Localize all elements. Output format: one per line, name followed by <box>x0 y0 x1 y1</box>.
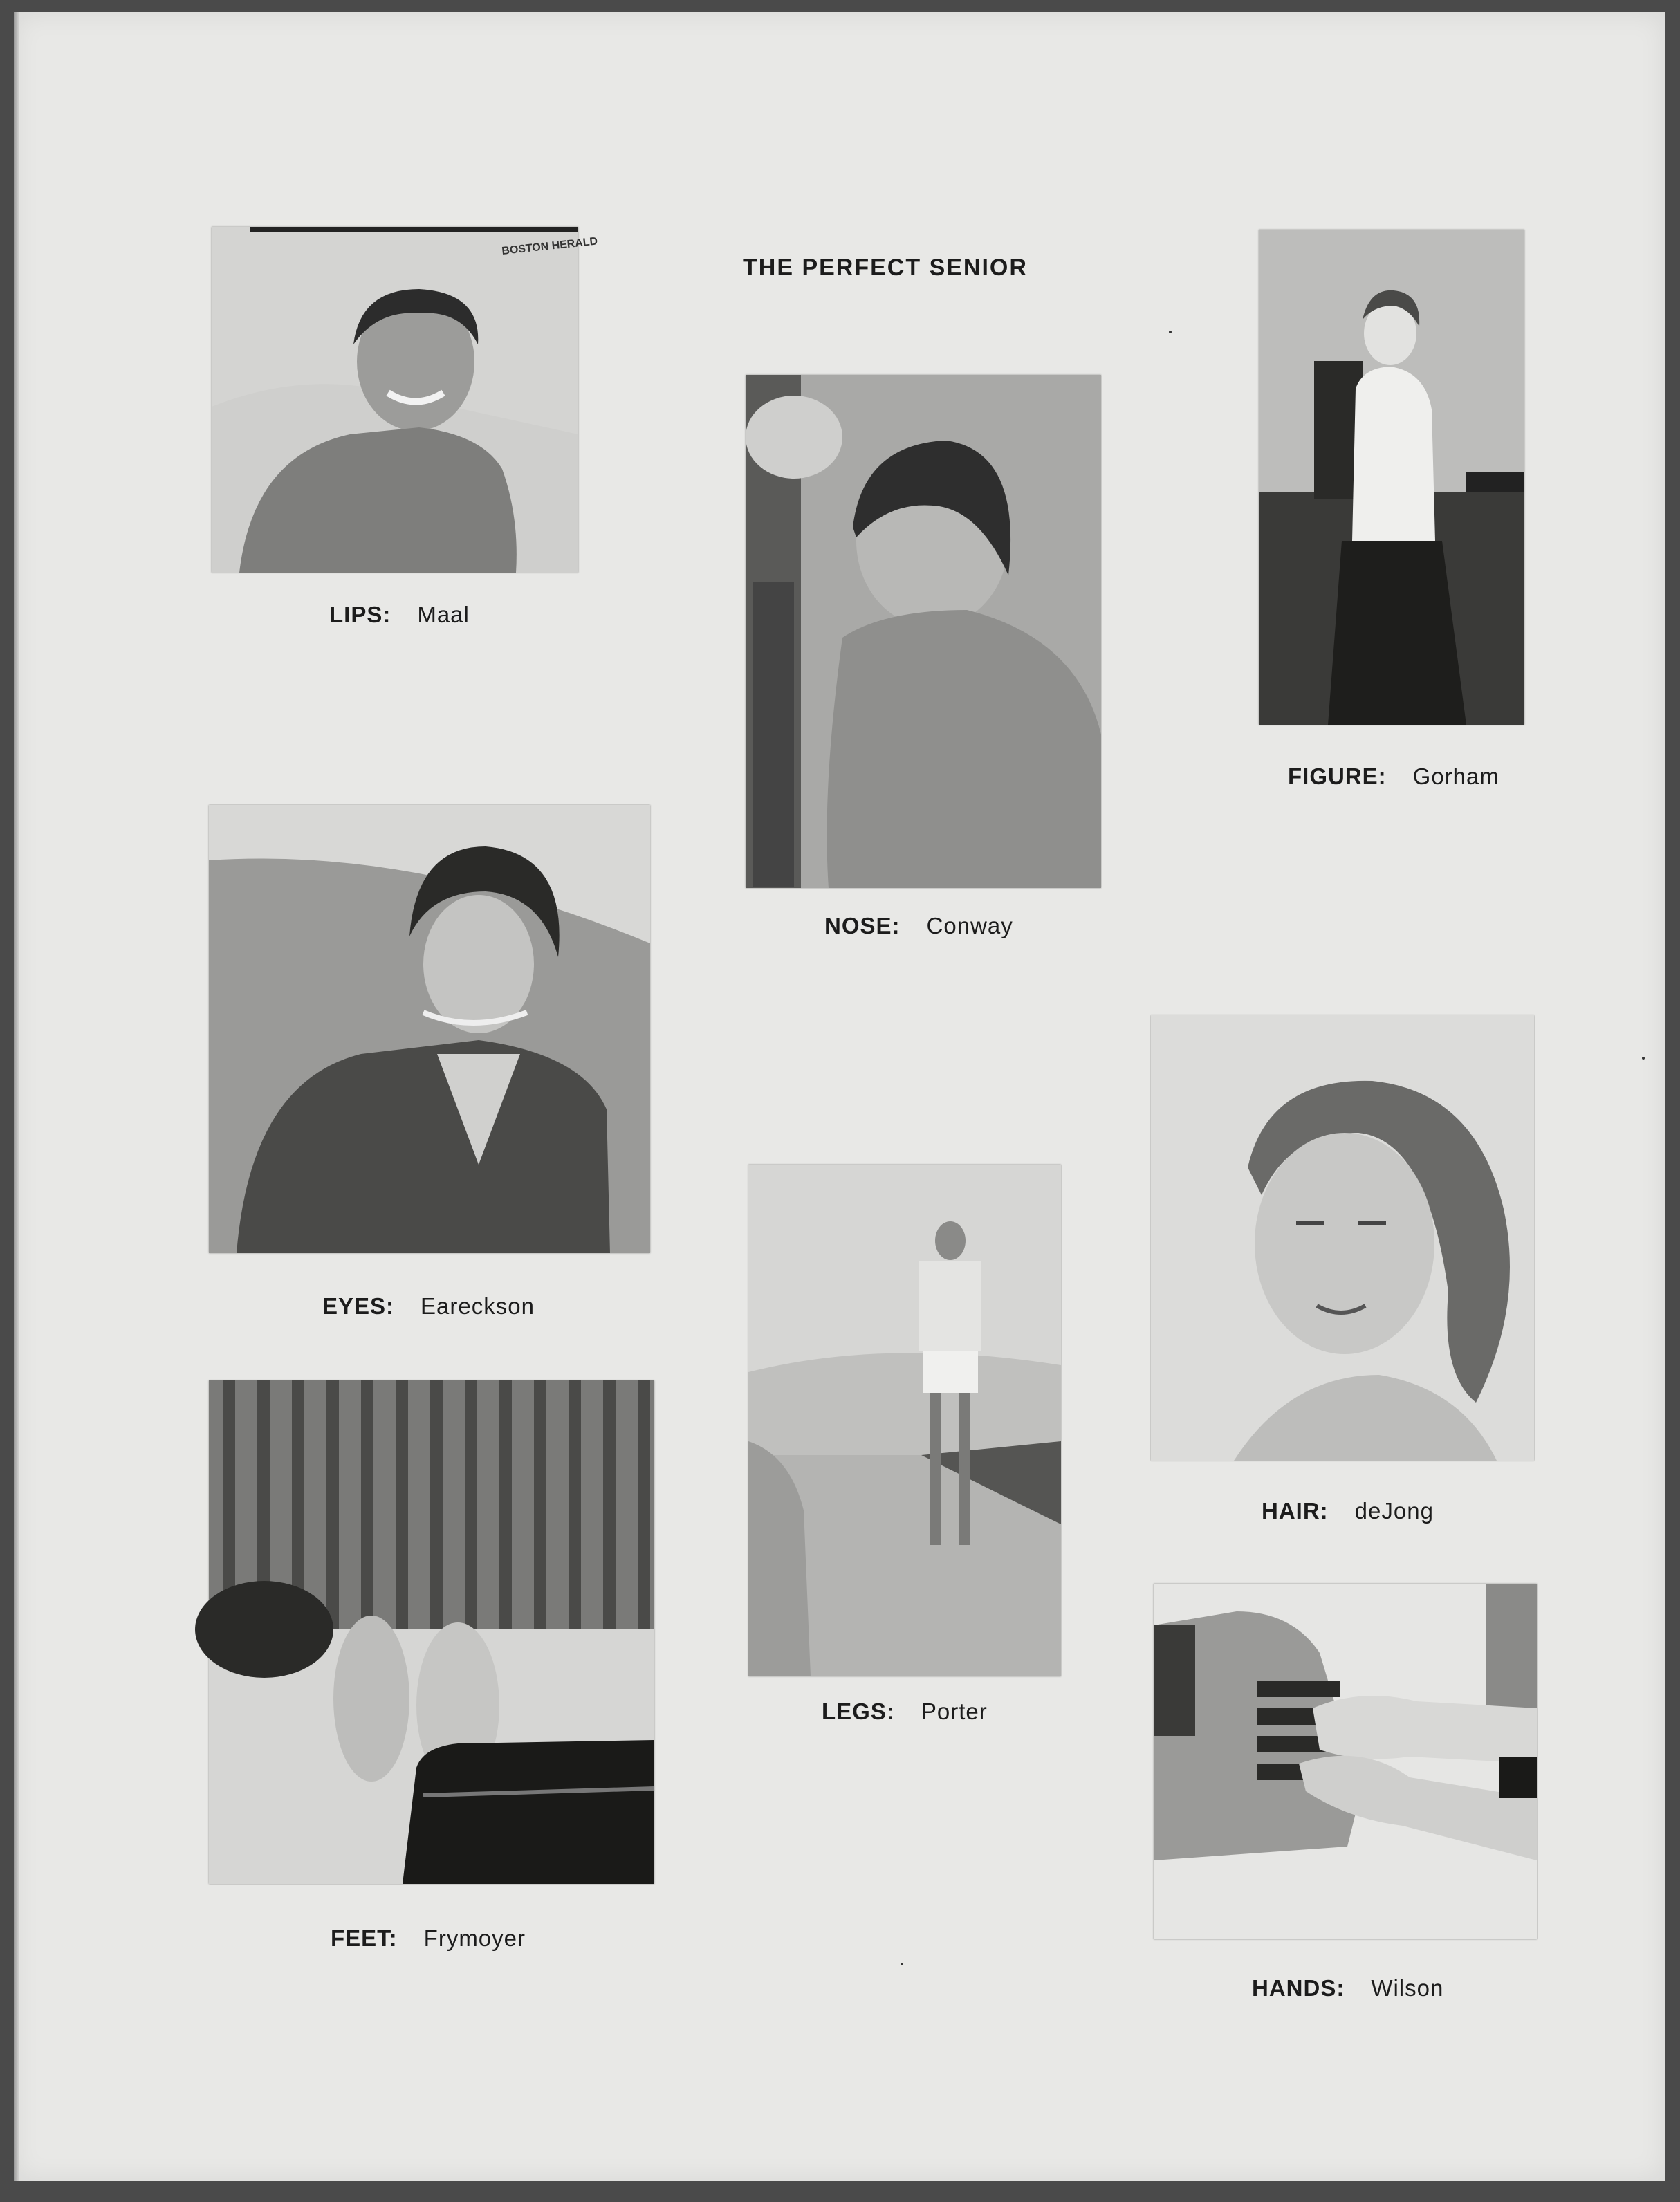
caption-trait: FEET: <box>331 1925 398 1951</box>
page-spine <box>14 12 19 2181</box>
caption-lips <box>329 602 470 628</box>
caption-hands <box>1252 1975 1443 2001</box>
photo-legs <box>748 1165 1061 1676</box>
caption-name: Porter <box>921 1699 988 1724</box>
caption-trait: EYES: <box>322 1293 395 1319</box>
photo-lips <box>212 227 598 573</box>
caption-nose <box>824 913 1013 939</box>
caption-trait: FIGURE: <box>1288 764 1387 789</box>
page-title: THE PERFECT SENIOR <box>743 255 1028 281</box>
photo-hands <box>1154 1584 1537 1939</box>
caption-name: Eareckson <box>421 1293 535 1319</box>
caption-name: Conway <box>926 913 1013 938</box>
caption-feet <box>331 1925 526 1952</box>
photo-figure <box>1259 230 1524 725</box>
caption-trait: HAIR: <box>1262 1498 1329 1524</box>
dust-speck <box>1642 1057 1645 1060</box>
photo-hair <box>1151 1015 1534 1461</box>
caption-legs <box>822 1699 988 1725</box>
yearbook-page <box>14 12 1665 2181</box>
caption-name: Frymoyer <box>423 1925 526 1951</box>
dust-speck <box>901 1963 903 1965</box>
dust-speck <box>1169 331 1172 333</box>
caption-name: Gorham <box>1412 764 1499 789</box>
caption-hair <box>1262 1498 1434 1524</box>
caption-name: Maal <box>417 602 470 627</box>
photo-nose <box>746 375 1101 888</box>
caption-name: deJong <box>1354 1498 1434 1524</box>
caption-eyes <box>322 1293 535 1320</box>
caption-name: Wilson <box>1371 1975 1444 2001</box>
caption-trait: NOSE: <box>824 913 901 938</box>
caption-trait: LIPS: <box>329 602 391 627</box>
photo-feet <box>209 1380 654 1884</box>
caption-figure <box>1288 764 1499 790</box>
caption-trait: LEGS: <box>822 1699 895 1724</box>
caption-trait: HANDS: <box>1252 1975 1345 2001</box>
photo-eyes <box>209 805 650 1253</box>
photo-note-boston-herald: BOSTON HERALD <box>501 235 598 257</box>
